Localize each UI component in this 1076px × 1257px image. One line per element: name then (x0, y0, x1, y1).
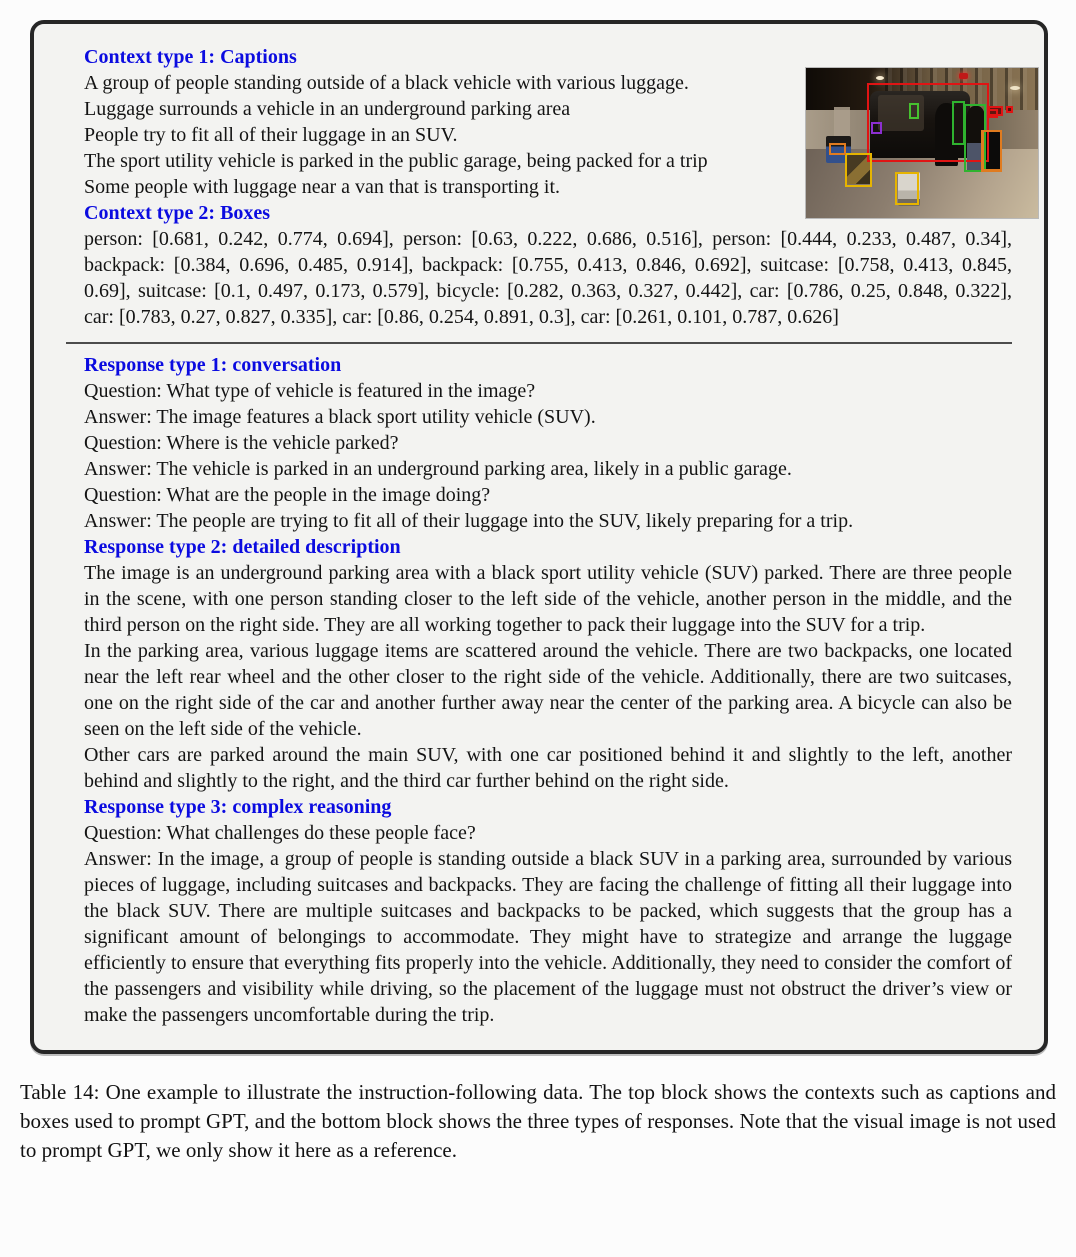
caption-line: Luggage surrounds a vehicle in an underground parking area (84, 98, 571, 120)
conversation-heading: Response type 1: conversation (84, 354, 342, 376)
conversation-question: Question: What type of vehicle is featured in the image? (84, 380, 536, 402)
caption-line: A group of people standing outside of a black vehicle with various luggage. (84, 72, 689, 94)
description-paragraph: The image is an underground parking area with a black sport utility vehicle (SUV) parked. There are three people in the scene, with one person standing closer to the left side of the vehicle, another person in the middle, and the third person on the right side. They are all working together to pack their luggage into the SUV for a trip. (84, 562, 1012, 636)
conversation-answer: Answer: The people are trying to fit all of their luggage into the SUV, likely preparing for a trip. (84, 510, 854, 532)
context-block (84, 44, 1012, 330)
block-divider (66, 342, 1012, 344)
description-heading: Response type 2: detailed description (84, 536, 401, 558)
reference-photo (806, 68, 1038, 218)
reasoning-question: Question: What challenges do these people face? (84, 822, 476, 844)
table-caption: Table 14: One example to illustrate the instruction-following data. The top block shows the contexts such as captions and boxes used to prompt GPT, and the bottom block shows the three types of responses. Note that the visual image is not used to prompt GPT, we only show it here as a reference. (20, 1080, 1056, 1162)
suitcase-bounding-box (829, 143, 846, 155)
reasoning-heading: Response type 3: complex reasoning (84, 796, 392, 818)
caption-line: People try to fit all of their luggage in an SUV. (84, 124, 458, 146)
conversation-answer: Answer: The vehicle is parked in an underground parking area, likely in a public garage. (84, 458, 792, 480)
captions-list (84, 70, 802, 200)
backpack-bounding-box (895, 172, 918, 205)
photo-ceiling-light (876, 76, 884, 80)
suitcase-bounding-box (982, 130, 1002, 172)
bicycle-bounding-box (871, 122, 881, 134)
car-bounding-box (1006, 106, 1013, 113)
description-paragraph: Other cars are parked around the main SUV, with one car positioned behind it and slightly to the left, another behind and slightly to the right, and the third car further behind on the right side. (84, 744, 1012, 792)
caption-line: Some people with luggage near a van that is transporting it. (84, 176, 560, 198)
boxes-coordinates-text: person: [0.681, 0.242, 0.774, 0.694], person: [0.63, 0.222, 0.686, 0.516], person: [0.444, 0.233, 0.487, 0.34], backpack: [0.384, 0.696, 0.485, 0.914], backpack: [0.755, 0.413, 0.846, 0.692], suitcase: [0.758, 0.413, 0.845, 0.69], suitcase: [0.1, 0.497, 0.173, 0.579], bicycle: [0.282, 0.363, 0.327, 0.442], car: [0.786, 0.25, 0.848, 0.322], car: [0.783, 0.27, 0.827, 0.335], car: [0.86, 0.254, 0.891, 0.3], car: [0.261, 0.101, 0.787, 0.626] (84, 228, 1012, 328)
conversation-question: Question: What are the people in the image doing? (84, 484, 491, 506)
reasoning-answer: Answer: In the image, a group of people is standing outside a black SUV in a parking area, surrounded by various pieces of luggage, including suitcases and backpacks. They are facing the challenge of fitting all their luggage into the black SUV. There are multiple suitcases and backpacks to be packed, which suggests that the group has a significant amount of belongings to accommodate. They might have to strategize and arrange the luggage efficiently to ensure that everything fits properly into the vehicle. Additionally, they need to consider the comfort of the passengers and visibility while driving, so the placement of the luggage must not obstruct the driver’s view or make the passengers uncomfortable during the trip. (84, 848, 1012, 1026)
conversation-question: Question: Where is the vehicle parked? (84, 432, 399, 454)
backpack-bounding-box (845, 153, 872, 187)
responses-block (84, 352, 1012, 1028)
person-bounding-box (909, 103, 919, 119)
caption-line: The sport utility vehicle is parked in the public garage, being packed for a trip (84, 150, 708, 172)
conversation-answer: Answer: The image features a black sport utility vehicle (SUV). (84, 406, 596, 428)
car-bounding-box (988, 109, 998, 119)
captions-heading: Context type 1: Captions (84, 46, 297, 68)
photo-exit-light (959, 73, 968, 80)
person-bounding-box (952, 101, 965, 145)
boxes-heading: Context type 2: Boxes (84, 202, 271, 224)
description-paragraph: In the parking area, various luggage items are scattered around the vehicle. There are two backpacks, one located near the left rear wheel and the other closer to the right side of the vehicle. Additionally, there are two suitcases, one on the right side of the car and another further away near the center of the parking area. A bicycle can also be seen on the left side of the vehicle. (84, 640, 1012, 740)
figure-table-14 (30, 20, 1048, 1054)
